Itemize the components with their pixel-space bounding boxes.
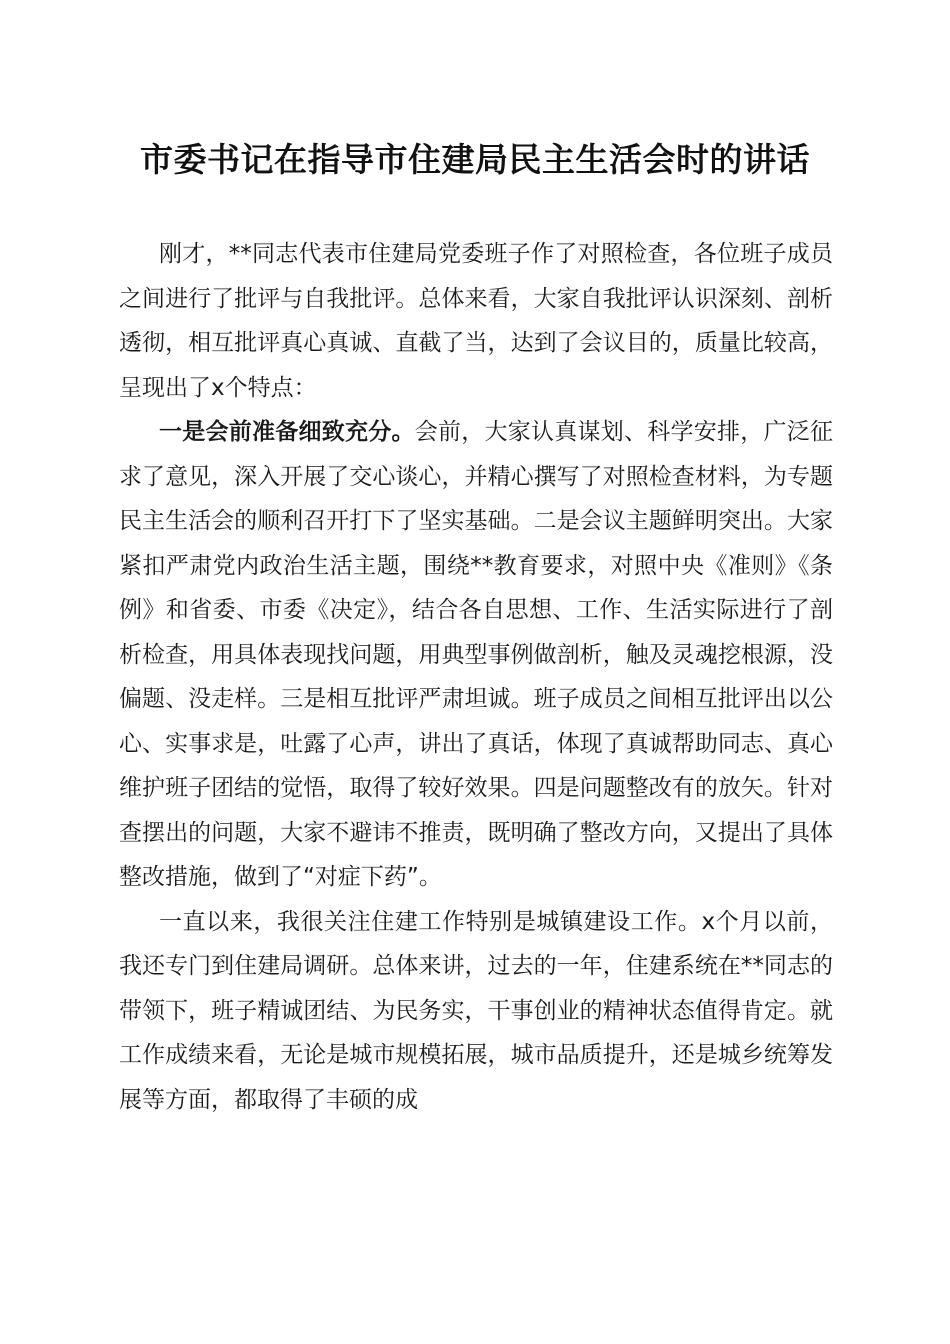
paragraph-work-review [119,900,833,1123]
document-body [119,232,833,1122]
paragraph-text: 一直以来，我很关注住建工作特别是城镇建设工作。x个月以前，我还专门到住建局调研。总体来讲，过去的一年，住建系统在**同志的带领下，班子精诚团结、为民务实，干事创业的精神状态值得肯定。就工作成绩来看，无论是城市规模拓展，城市品质提升，还是城乡统筹发展等方面，都取得了丰硕的成 [119,908,833,1113]
paragraph-text: 会前，大家认真谋划、科学安排，广泛征求了意见，深入开展了交心谈心，并精心撰写了对照检查材料，为专题民主生活会的顺利召开打下了坚实基础。二是会议主题鲜明突出。大家紧扣严肃党内政治生活主题，围绕**教育要求，对照中央《准则》《条例》和省委、市委《决定》，结合各自思想、工作、生活实际进行了剖析检查，用具体表现找问题，用典型事例做剖析，触及灵魂挖根源，没偏题、没走样。三是相互批评严肃坦诚。班子成员之间相互批评出以公心、实事求是，吐露了心声，讲出了真话，体现了真诚帮助同志、真心维护班子团结的觉悟，取得了较好效果。四是问题整改有的放矢。针对查摆出的问题，大家不避讳不推责，既明确了整改方向，又提出了具体整改措施，做到了“对症下药”。 [119,419,833,890]
document-title: 市委书记在指导市住建局民主生活会时的讲话 [140,140,810,179]
paragraph-intro [119,232,833,410]
paragraph-text: 刚才，**同志代表市住建局党委班子作了对照检查，各位班子成员之间进行了批评与自我批评。总体来看，大家自我批评认识深刻、剖析透彻，相互批评真心真诚、直截了当，达到了会议目的，质量比较高，呈现出了x个特点： [119,241,833,401]
paragraph-lead: 一是会前准备细致充分。 [159,419,415,445]
paragraph-characteristics [119,410,833,900]
